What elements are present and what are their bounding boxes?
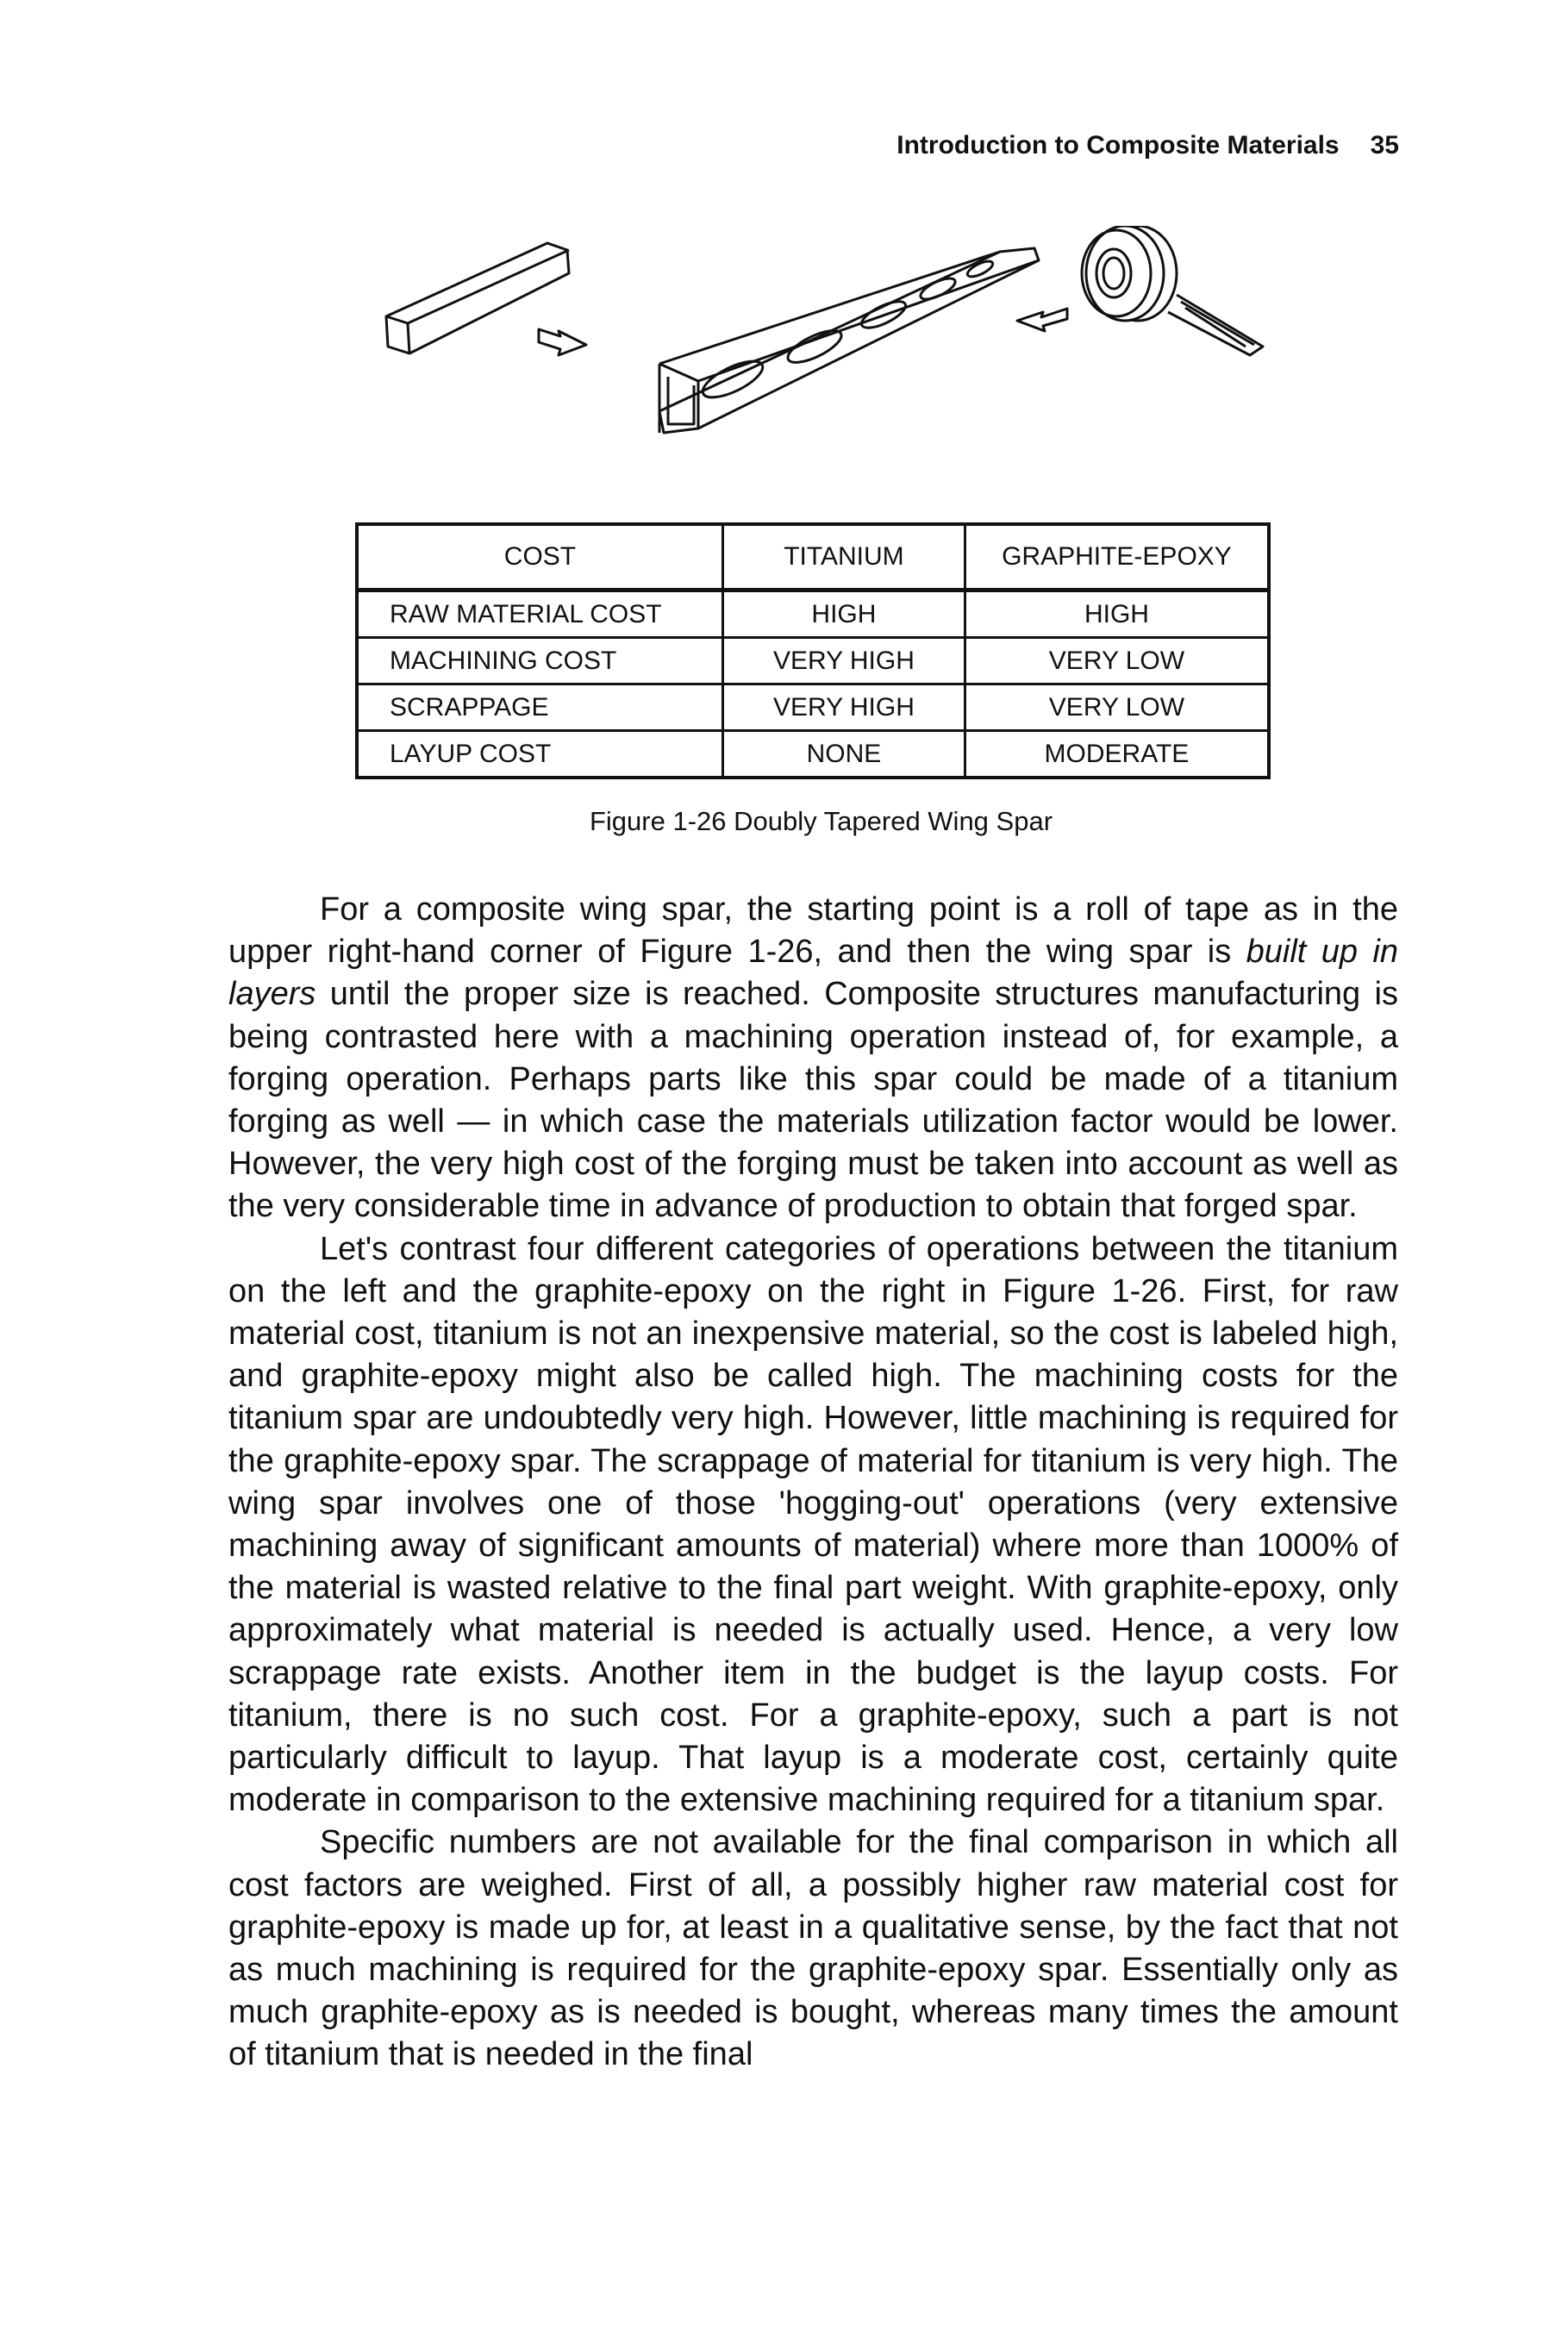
cost-comparison-table (355, 522, 1271, 779)
wing-spar-illustration (328, 226, 1310, 450)
column-header-cost: COST (357, 524, 722, 591)
table-row (357, 731, 1269, 778)
figure-caption: Figure 1-26 Doubly Tapered Wing Spar (589, 806, 1053, 836)
p1-text-b: until the proper size is reached. Composite structures manufacturing is being contrasted here with a machining operation instead of, for example, a forging operation. Perhaps parts like this spar could be made of a titanium forging as well — in which case the materials utilization factor would be lower. However, the very high cost of the forging must be taken into account as well as the very considerable time in advance of production to obtain that forged spar. (228, 976, 1398, 1225)
body-text (228, 889, 1398, 2077)
graphite-epoxy-cell: MODERATE (965, 731, 1269, 778)
page-number: 35 (1370, 131, 1399, 159)
row-label: RAW MATERIAL COST (357, 591, 722, 638)
column-header-graphite-epoxy: GRAPHITE-EPOXY (965, 524, 1269, 591)
table-row (357, 591, 1269, 638)
titanium-cell: HIGH (722, 591, 965, 638)
table-header-row (357, 524, 1269, 591)
table-row (357, 638, 1269, 684)
paragraph-2: Let's contrast four different categories of operations between the titanium on the left and the graphite-epoxy on the right in Figure 1-26. First, for raw material cost, titanium is not an inexpensive material, so the cost is labeled high, and graphite-epoxy might also be called high. The machining costs for the titanium spar are undoubtedly very high. However, little machining is required for the graphite-epoxy spar. The scrappage of material for titanium is very high. The wing spar involves one of those 'hogging-out' operations (very extensive machining away of significant amounts of material) where more than 1000% of the material is wasted relative to the final part weight. With graphite-epoxy, only approximately what material is needed is actually used. Hence, a very low scrappage rate exists. Another item in the budget is the layup costs. For titanium, there is no such cost. For a graphite-epoxy, such a part is not particularly difficult to layup. That layup is a moderate cost, certainly quite moderate in comparison to the extensive machining required for a titanium spar. (228, 1230, 1398, 1819)
graphite-epoxy-cell: HIGH (965, 591, 1269, 638)
tapered-spar (659, 248, 1039, 433)
row-label: LAYUP COST (357, 731, 722, 778)
paragraph-3: Specific numbers are not available for the final comparison in which all cost factors are weighed. First of all, a possibly higher raw material cost for graphite-epoxy is made up for, at least in a qualitative sense, by the fact that not as much machining is required for the graphite-epoxy spar. Essentially only as much graphite-epoxy as is needed is bought, whereas many times the amount of titanium that is needed in the final (228, 1824, 1398, 2073)
p1-text-a: For a composite wing spar, the starting point is a roll of tape as in the upper right-hand corner of Figure 1-26, and then the wing spar is (228, 891, 1398, 971)
row-label: MACHINING COST (357, 638, 722, 684)
row-label: SCRAPPAGE (357, 684, 722, 731)
table-row (357, 684, 1269, 731)
titanium-cell: VERY HIGH (722, 684, 965, 731)
graphite-epoxy-cell: VERY LOW (965, 684, 1269, 731)
paragraph-1 (228, 889, 1398, 1228)
graphite-epoxy-cell: VERY LOW (965, 638, 1269, 684)
titanium-cell: VERY HIGH (722, 638, 965, 684)
running-header (896, 131, 1399, 160)
column-header-titanium: TITANIUM (722, 524, 965, 591)
tape-roll (1082, 226, 1263, 355)
arrow-right-icon (539, 329, 586, 355)
arrow-left-icon (1017, 309, 1067, 331)
header-title: Introduction to Composite Materials (896, 131, 1340, 159)
titanium-cell: NONE (722, 731, 965, 778)
p1-emphasis: built up in layers (228, 934, 1398, 1013)
